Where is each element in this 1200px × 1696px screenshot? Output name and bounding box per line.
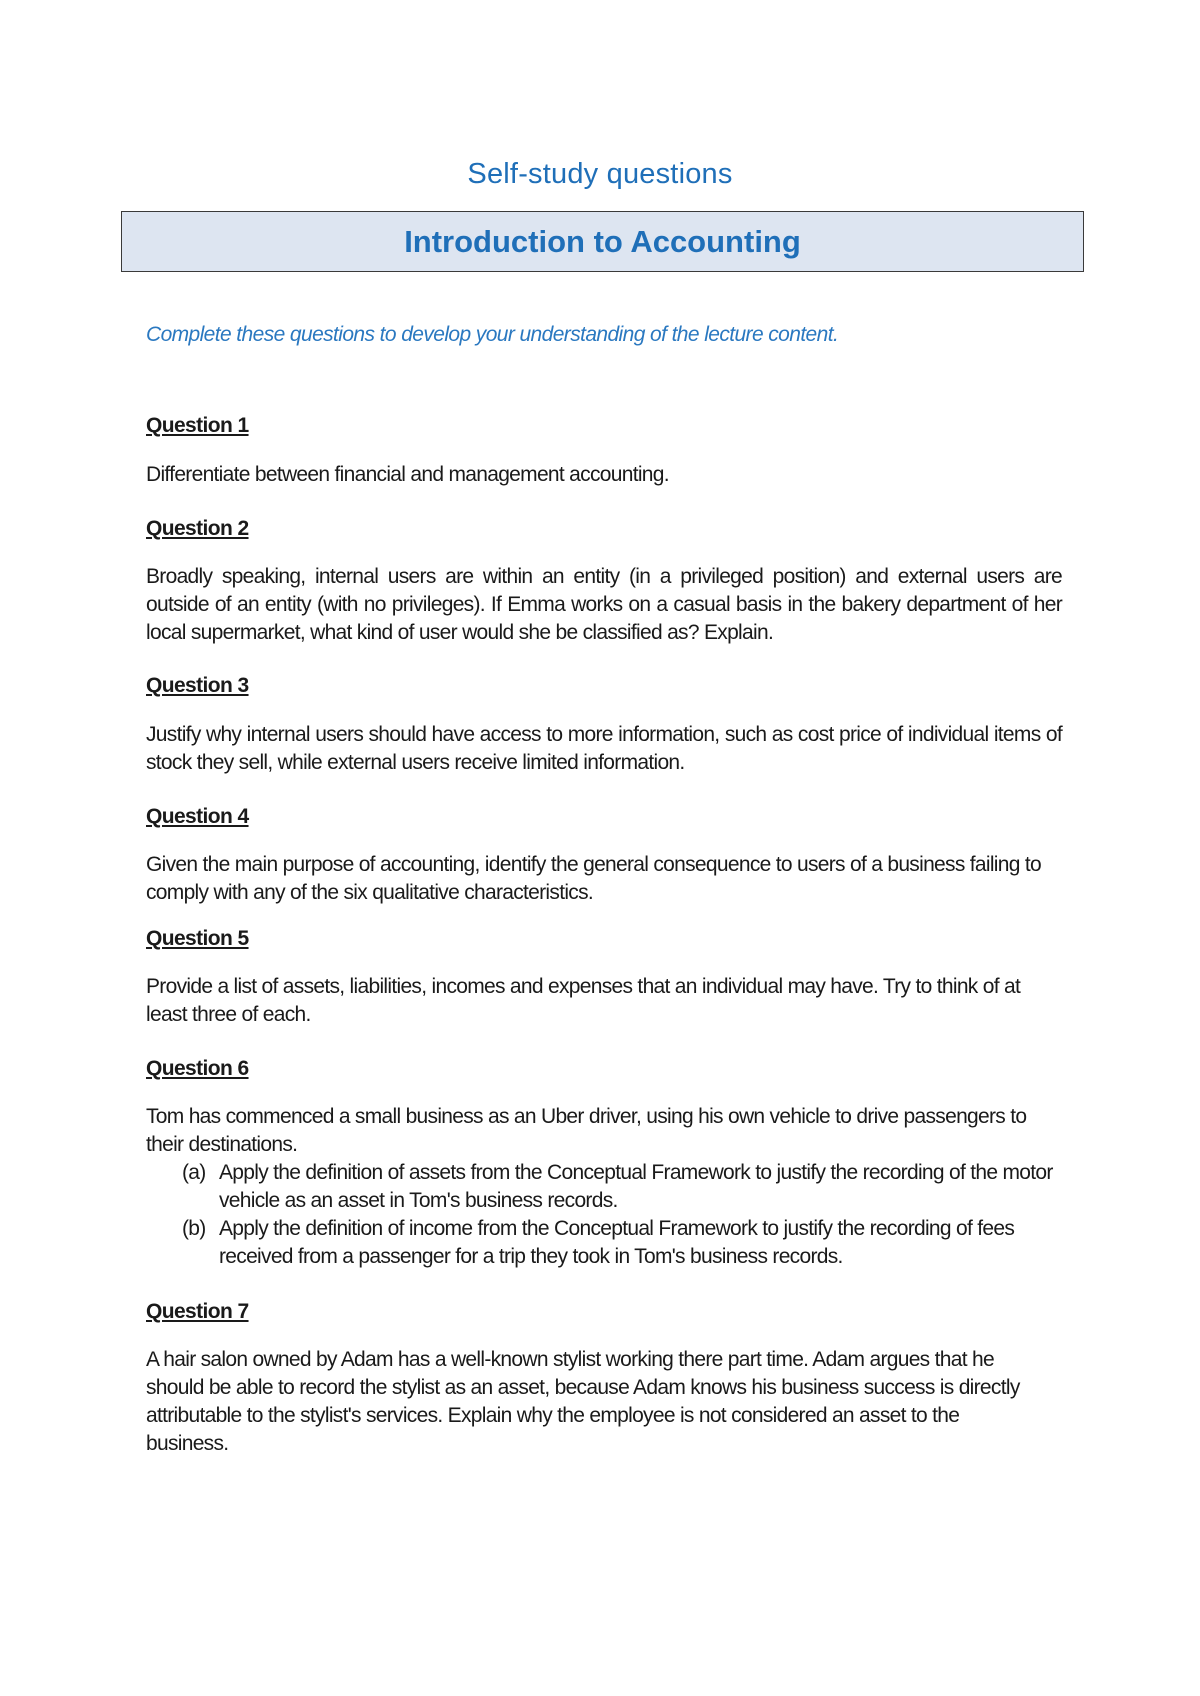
title-banner: [121, 211, 1084, 272]
part-b-marker: (b): [182, 1217, 206, 1240]
intro-instruction: Complete these questions to develop your understanding of the lecture content.: [146, 323, 839, 346]
question-1-heading: Question 1: [146, 414, 249, 437]
question-7-heading: Question 7: [146, 1300, 249, 1323]
question-6-heading: Question 6: [146, 1057, 249, 1080]
question-7-text: A hair salon owned by Adam has a well-known stylist working there part time. Adam argues that he should be able to record the stylist as an asset, because Adam knows his business success is directly attributable to the stylist's services. Explain why the employee is not considered an asset to the business.: [146, 1348, 1020, 1455]
question-3-heading: Question 3: [146, 674, 249, 697]
question-5-text: Provide a list of assets, liabilities, incomes and expenses that an individual may have. Try to think of at least three of each.: [146, 975, 1021, 1026]
part-a-text: Apply the definition of assets from the Conceptual Framework to justify the recording of the motor vehicle as an asset in Tom's business records.: [219, 1161, 1053, 1212]
question-2-text: Broadly speaking, internal users are within an entity (in a privileged position) and external users are outside of an entity (with no privileges). If Emma works on a casual basis in the bakery department of her local supermarket, what kind of user would she be classified as? Explain.: [146, 565, 1062, 644]
part-a-marker: (a): [182, 1161, 206, 1184]
question-6-part-a: [146, 1159, 1062, 1215]
question-6-part-b: [146, 1215, 1062, 1271]
document-title: Introduction to Accounting: [404, 223, 801, 259]
question-6-parts: [146, 1159, 1062, 1271]
question-4-text: Given the main purpose of accounting, identify the general consequence to users of a business failing to comply with any of the six qualitative characteristics.: [146, 853, 1041, 904]
question-3-text: Justify why internal users should have access to more information, such as cost price of individual items of stock they sell, while external users receive limited information.: [146, 723, 1062, 774]
question-2-heading: Question 2: [146, 517, 249, 540]
document-subtitle: Self-study questions: [467, 158, 733, 190]
part-b-text: Apply the definition of income from the Conceptual Framework to justify the recording of fees received from a passenger for a trip they took in Tom's business records.: [219, 1217, 1015, 1268]
question-5-heading: Question 5: [146, 927, 249, 950]
question-1-text: Differentiate between financial and management accounting.: [146, 463, 669, 486]
question-6-text: Tom has commenced a small business as an Uber driver, using his own vehicle to drive passengers to their destinations.: [146, 1105, 1027, 1156]
question-4-heading: Question 4: [146, 805, 249, 828]
